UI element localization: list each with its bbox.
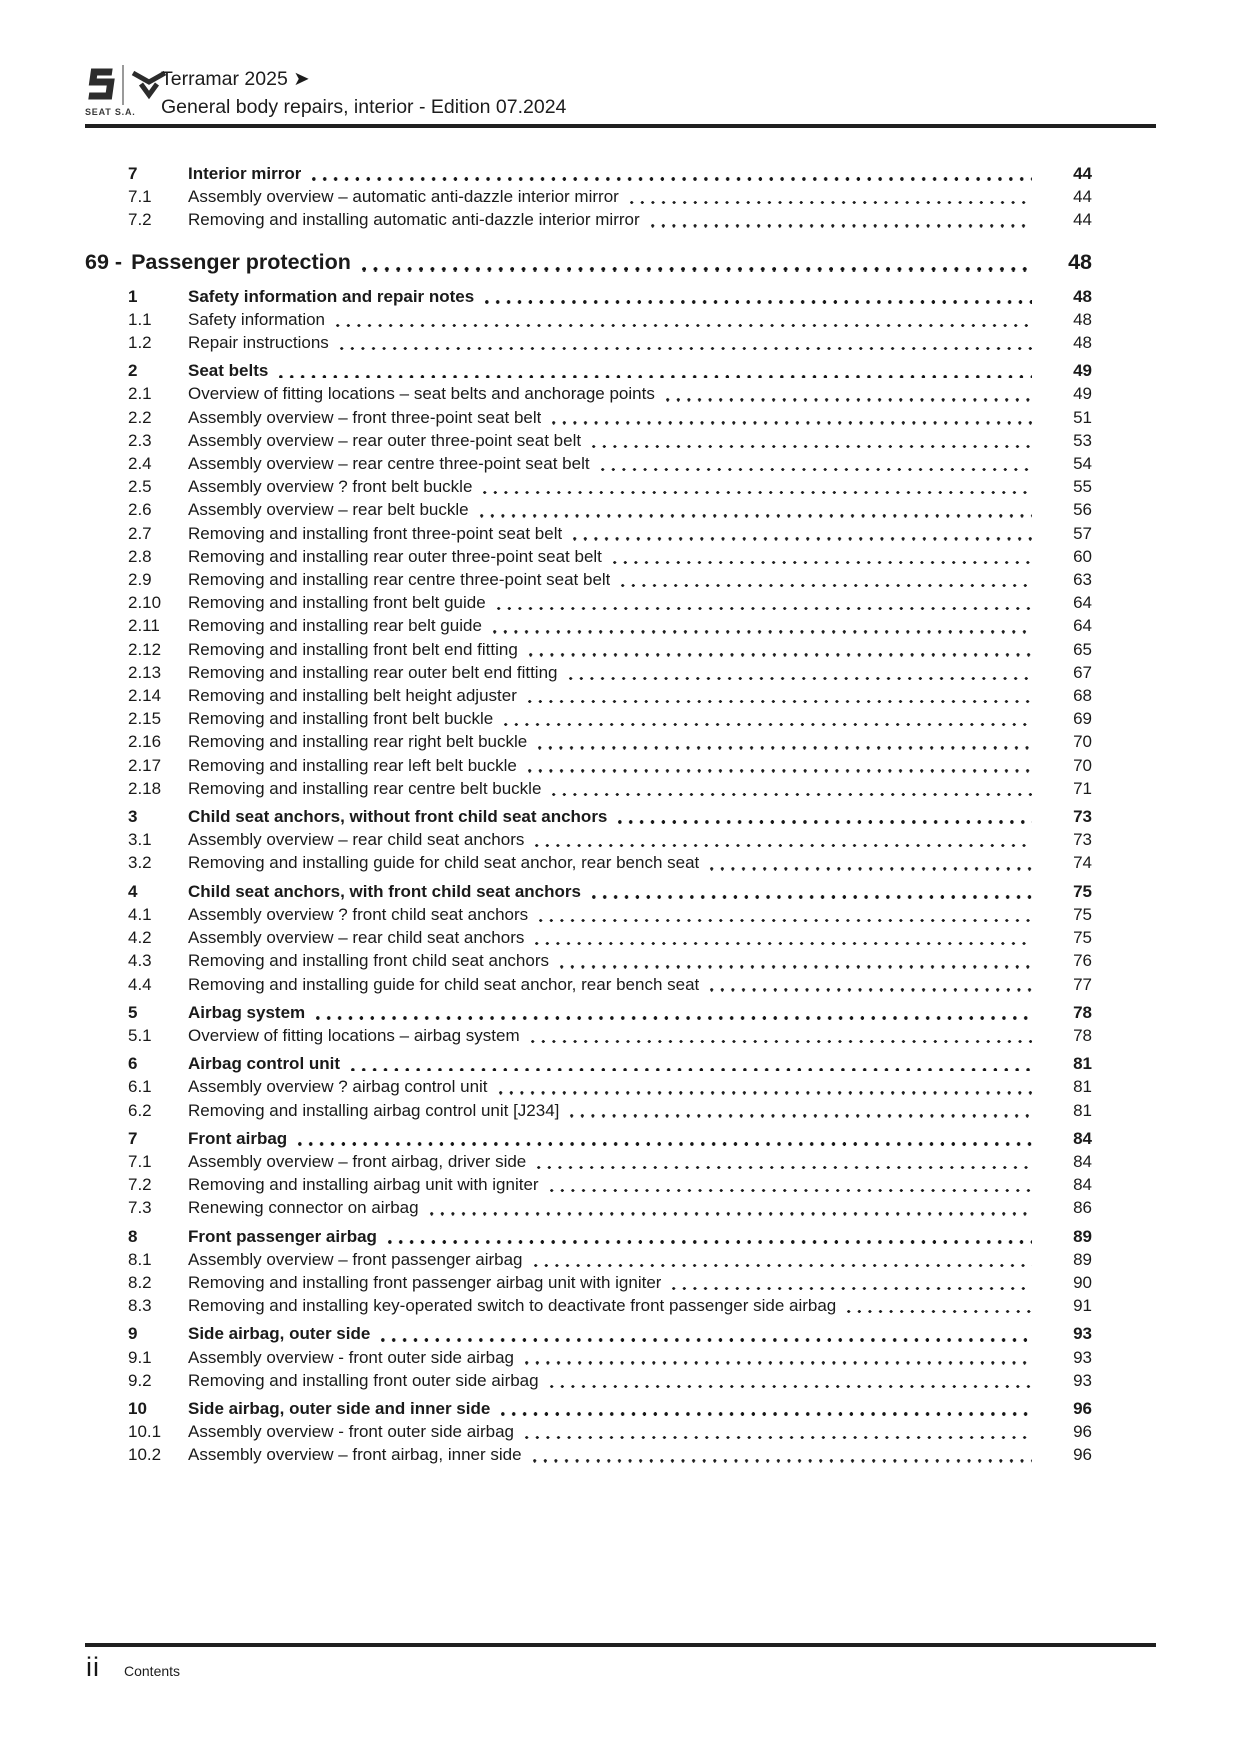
dot-leader — [533, 1459, 1032, 1462]
dot-leader — [279, 375, 1032, 379]
toc-entry-title: Removing and installing guide for child seat anchor, rear bench seat — [188, 853, 700, 873]
toc-entry — [85, 903, 1092, 926]
dot-leader — [573, 537, 1032, 540]
toc-entry-title: Assembly overview – rear child seat anchors — [188, 830, 525, 850]
toc-entry-title: Passenger protection — [131, 249, 351, 274]
toc-entry-number: 3.1 — [128, 830, 152, 850]
toc-entry-title: Removing and installing rear centre three-point seat belt — [188, 570, 611, 590]
toc-entry-number: 8.1 — [128, 1249, 152, 1269]
toc-entry — [85, 1001, 1092, 1024]
dot-leader — [847, 1310, 1032, 1313]
toc-entry — [85, 1075, 1092, 1098]
toc-entry-page: 44 — [1073, 164, 1092, 183]
toc-entry-title: Assembly overview – rear child seat anchors — [188, 928, 525, 948]
toc-entry-number: 2 — [128, 361, 138, 381]
toc-entry-number: 10 — [128, 1398, 147, 1418]
dot-leader — [499, 1091, 1032, 1094]
dot-leader — [538, 746, 1032, 749]
toc-entry — [85, 926, 1092, 949]
toc-entry-page: 44 — [1073, 187, 1092, 207]
toc-entry-number: 2.8 — [128, 546, 152, 566]
toc-entry-number: 7.2 — [128, 210, 152, 230]
toc-entry-page: 86 — [1073, 1198, 1092, 1218]
toc-entry-title: Removing and installing front belt end fitting — [188, 639, 518, 659]
toc-entry-number: 2.11 — [128, 616, 160, 636]
toc-entry-title: Removing and installing airbag unit with igniter — [188, 1175, 539, 1195]
company-name: SEAT S.A. — [85, 107, 136, 117]
toc-entry-number: 4.2 — [128, 928, 152, 948]
toc-entry-title: Removing and installing front belt buckle — [188, 709, 494, 729]
toc-entry-page: 84 — [1073, 1128, 1092, 1148]
dot-leader — [601, 468, 1032, 471]
dot-leader — [531, 1040, 1032, 1043]
toc-entry — [85, 1294, 1092, 1317]
toc-entry-page: 56 — [1073, 500, 1092, 520]
dot-leader — [552, 421, 1032, 424]
toc-entry — [85, 1248, 1092, 1271]
dot-leader — [316, 1016, 1032, 1020]
toc-entry — [85, 162, 1092, 185]
toc-entry-number: 6.1 — [128, 1077, 152, 1097]
toc-entry-title: Safety information and repair notes — [188, 286, 475, 306]
toc-entry-page: 81 — [1073, 1077, 1092, 1097]
toc-entry-title: Removing and installing front child seat anchors — [188, 951, 549, 971]
table-of-contents — [85, 157, 1092, 1467]
toc-entry-title: Removing and installing rear centre belt buckle — [188, 778, 542, 798]
toc-entry-page: 84 — [1073, 1175, 1092, 1195]
dot-leader — [535, 942, 1032, 945]
toc-entry-number: 2.9 — [128, 570, 152, 590]
toc-entry — [85, 851, 1092, 874]
toc-entry — [85, 185, 1092, 208]
toc-entry-page: 96 — [1073, 1445, 1092, 1465]
toc-entry — [85, 1322, 1092, 1345]
toc-entry — [85, 406, 1092, 429]
toc-entry — [85, 359, 1092, 382]
toc-entry-title: Child seat anchors, without front child seat anchors — [188, 807, 608, 827]
toc-entry-number: 9.2 — [128, 1370, 152, 1390]
footer-rule — [85, 1643, 1156, 1647]
toc-entry-number: 7.2 — [128, 1175, 152, 1195]
toc-entry-title: Removing and installing front passenger airbag unit with igniter — [188, 1272, 662, 1292]
toc-entry-number: 2.2 — [128, 407, 152, 427]
toc-entry-page: 54 — [1073, 454, 1092, 474]
toc-entry-number: 2.6 — [128, 500, 152, 520]
toc-entry-page: 75 — [1073, 904, 1092, 924]
toc-entry-number: 6 — [128, 1054, 138, 1074]
toc-entry — [85, 1397, 1092, 1420]
toc-entry-page: 93 — [1073, 1370, 1092, 1390]
dot-leader — [497, 607, 1032, 610]
dot-leader — [381, 1338, 1032, 1342]
dot-leader — [485, 300, 1032, 304]
toc-entry-page: 93 — [1073, 1347, 1092, 1367]
logo-divider — [122, 65, 124, 105]
toc-entry-title: Assembly overview ? front child seat anchors — [188, 904, 529, 924]
dot-leader — [525, 1361, 1032, 1364]
toc-entry — [85, 452, 1092, 475]
toc-entry-page: 53 — [1073, 430, 1092, 450]
toc-entry — [85, 707, 1092, 730]
toc-entry — [85, 248, 1092, 277]
dot-leader — [651, 224, 1032, 227]
dot-leader — [552, 793, 1032, 796]
toc-entry-page: 64 — [1073, 616, 1092, 636]
toc-entry-page: 48 — [1073, 286, 1092, 306]
toc-entry-title: Assembly overview – rear belt buckle — [188, 500, 469, 520]
dot-leader — [336, 324, 1032, 327]
toc-entry-page: 69 — [1073, 709, 1092, 729]
toc-entry-title: Removing and installing automatic anti-dazzle interior mirror — [188, 210, 640, 230]
toc-entry — [85, 1052, 1092, 1075]
dot-leader — [666, 398, 1032, 401]
toc-entry-title: Removing and installing front belt guide — [188, 593, 486, 613]
toc-entry — [85, 777, 1092, 800]
toc-entry-page: 75 — [1073, 928, 1092, 948]
dot-leader — [710, 988, 1032, 991]
toc-entry-number: 3 — [128, 807, 138, 827]
toc-entry-number: 1.2 — [128, 333, 152, 353]
toc-entry-page: 68 — [1073, 686, 1092, 706]
toc-entry-page: 51 — [1073, 407, 1092, 427]
toc-entry-number: 2.14 — [128, 686, 162, 706]
toc-entry-number: 7 — [128, 1128, 138, 1148]
toc-entry-title: Seat belts — [188, 361, 269, 381]
dot-leader — [672, 1287, 1032, 1290]
model-title: Terramar 2025 ➤ — [161, 68, 310, 90]
dot-leader — [351, 1068, 1032, 1072]
toc-entry-number: 1.1 — [128, 309, 152, 329]
toc-entry-title: Assembly overview ? front belt buckle — [188, 477, 473, 497]
dot-leader — [569, 677, 1033, 680]
toc-entry-page: 70 — [1073, 732, 1092, 752]
brand-logos — [85, 64, 167, 106]
toc-entry-title: Front airbag — [188, 1128, 288, 1148]
toc-entry-page: 44 — [1073, 210, 1092, 230]
toc-entry — [85, 880, 1092, 903]
footer — [86, 1652, 180, 1683]
toc-entry-number: 5.1 — [128, 1025, 152, 1045]
dot-leader — [528, 700, 1032, 703]
toc-entry-page: 67 — [1073, 662, 1092, 682]
dot-leader — [298, 1142, 1032, 1146]
dot-leader — [388, 1240, 1032, 1244]
toc-entry-page: 90 — [1073, 1272, 1092, 1292]
toc-entry-number: 1 — [128, 286, 138, 306]
toc-entry-number: 2.18 — [128, 778, 162, 798]
dot-leader — [613, 561, 1032, 564]
toc-entry — [85, 973, 1092, 996]
toc-entry-page: 57 — [1073, 523, 1092, 543]
toc-entry-title: Assembly overview - front outer side airbag — [188, 1422, 514, 1442]
dot-leader — [534, 1264, 1033, 1267]
toc-entry — [85, 614, 1092, 637]
toc-entry-title: Overview of fitting locations – airbag system — [188, 1025, 520, 1045]
toc-entry-page: 77 — [1073, 974, 1092, 994]
toc-entry — [85, 1024, 1092, 1047]
toc-entry-page: 75 — [1073, 881, 1092, 901]
toc-entry-title: Assembly overview – rear outer three-point seat belt — [188, 430, 582, 450]
toc-entry-title: Assembly overview – rear centre three-point seat belt — [188, 454, 590, 474]
toc-entry-page: 70 — [1073, 755, 1092, 775]
toc-entry-title: Airbag control unit — [188, 1054, 341, 1074]
toc-entry — [85, 754, 1092, 777]
toc-entry-number: 3.2 — [128, 853, 152, 873]
dot-leader — [539, 919, 1032, 922]
toc-entry-title: Assembly overview – automatic anti-dazzle interior mirror — [188, 187, 619, 207]
toc-entry-title: Interior mirror — [188, 164, 302, 183]
toc-entry-page: 63 — [1073, 570, 1092, 590]
footer-section-label: Contents — [124, 1663, 181, 1679]
toc-entry — [85, 545, 1092, 568]
toc-entry-number: 7.3 — [128, 1198, 152, 1218]
toc-entry — [85, 308, 1092, 331]
dot-leader — [570, 1114, 1032, 1117]
toc-entry-title: Removing and installing front outer side airbag — [188, 1370, 539, 1390]
dot-leader — [430, 1212, 1032, 1215]
toc-entry-title: Removing and installing belt height adjuster — [188, 686, 517, 706]
toc-entry — [85, 684, 1092, 707]
toc-entry-title: Front passenger airbag — [188, 1226, 377, 1246]
toc-entry-number: 8.3 — [128, 1296, 152, 1316]
toc-entry-title: Removing and installing rear right belt buckle — [188, 732, 528, 752]
dot-leader — [340, 347, 1032, 350]
toc-entry-page: 74 — [1073, 853, 1092, 873]
toc-entry-page: 96 — [1073, 1422, 1092, 1442]
toc-entry-page: 64 — [1073, 593, 1092, 613]
footer-page-number: ii — [86, 1652, 100, 1682]
toc-entry-page: 93 — [1073, 1324, 1092, 1344]
toc-entry-number: 4 — [128, 881, 138, 901]
toc-entry-title: Assembly overview – front passenger airbag — [188, 1249, 523, 1269]
toc-entry-page: 48 — [1073, 309, 1092, 329]
toc-entry-number: 8.2 — [128, 1272, 152, 1292]
toc-entry — [85, 638, 1092, 661]
toc-entry — [85, 1346, 1092, 1369]
toc-entry-number: 10.2 — [128, 1445, 162, 1465]
toc-entry — [85, 208, 1092, 231]
dot-leader — [621, 584, 1032, 587]
toc-entry-page: 48 — [1068, 249, 1092, 274]
toc-entry-title: Repair instructions — [188, 333, 329, 353]
toc-entry-number: 7 — [128, 164, 138, 183]
toc-entry-number: 2.15 — [128, 709, 162, 729]
dot-leader — [550, 1385, 1032, 1388]
toc-entry-number: 2.3 — [128, 430, 152, 450]
toc-entry — [85, 382, 1092, 405]
toc-entry-number: 8 — [128, 1226, 138, 1246]
toc-entry-page: 49 — [1073, 384, 1092, 404]
toc-entry-number: 7.1 — [128, 1151, 152, 1171]
toc-entry-title: Removing and installing rear outer belt end fitting — [188, 662, 558, 682]
toc-entry-page: 78 — [1073, 1002, 1092, 1022]
toc-entry — [85, 730, 1092, 753]
toc-entry-number: 2.12 — [128, 639, 162, 659]
toc-entry-title: Removing and installing key-operated switch to deactivate front passenger side airbag — [188, 1296, 837, 1316]
toc-entry — [85, 828, 1092, 851]
toc-entry-title: Airbag system — [188, 1002, 306, 1022]
toc-entry-number: 4.1 — [128, 904, 152, 924]
toc-entry — [85, 568, 1092, 591]
toc-entry-title: Side airbag, outer side and inner side — [188, 1398, 491, 1418]
toc-entry — [85, 1099, 1092, 1122]
toc-entry-title: Safety information — [188, 309, 326, 329]
toc-entry-title: Removing and installing airbag control unit [J234] — [188, 1100, 560, 1120]
toc-entry-page: 65 — [1073, 639, 1092, 659]
header-rule — [85, 124, 1156, 128]
toc-entry-number: 69 - — [85, 249, 123, 274]
toc-entry-page: 73 — [1073, 807, 1092, 827]
toc-entry-page: 48 — [1073, 333, 1092, 353]
toc-entry-number: 2.16 — [128, 732, 162, 752]
toc-entry — [85, 591, 1092, 614]
toc-entry-page: 55 — [1073, 477, 1092, 497]
toc-entry — [85, 475, 1092, 498]
toc-entry-page: 49 — [1073, 361, 1092, 381]
seat-s-logo-icon — [85, 66, 115, 104]
toc-entry-page: 71 — [1073, 778, 1092, 798]
toc-entry — [85, 498, 1092, 521]
dot-leader — [493, 630, 1032, 633]
toc-entry-page: 84 — [1073, 1151, 1092, 1171]
dot-leader — [618, 820, 1032, 824]
toc-entry-page: 60 — [1073, 546, 1092, 566]
toc-entry — [85, 1127, 1092, 1150]
toc-entry-title: Child seat anchors, with front child seat anchors — [188, 881, 581, 901]
toc-entry-page: 73 — [1073, 830, 1092, 850]
toc-entry-title: Overview of fitting locations – seat belts and anchorage points — [188, 384, 655, 404]
toc-entry-page: 96 — [1073, 1398, 1092, 1418]
dot-leader — [528, 769, 1032, 772]
toc-entry — [85, 1173, 1092, 1196]
toc-entry-title: Assembly overview – front three-point seat belt — [188, 407, 542, 427]
toc-entry — [85, 949, 1092, 972]
dot-leader — [537, 1166, 1032, 1169]
toc-entry-title: Renewing connector on airbag — [188, 1198, 419, 1218]
toc-entry — [85, 661, 1092, 684]
toc-entry-title: Assembly overview – front airbag, inner side — [188, 1445, 522, 1465]
toc-entry-number: 2.5 — [128, 477, 152, 497]
dot-leader — [560, 965, 1032, 968]
toc-entry-number: 2.17 — [128, 755, 162, 775]
toc-entry — [85, 1196, 1092, 1219]
dot-leader — [525, 1436, 1032, 1439]
toc-entry-number: 2.1 — [128, 384, 152, 404]
toc-entry-page: 78 — [1073, 1025, 1092, 1045]
dot-leader — [480, 514, 1032, 517]
dot-leader — [550, 1189, 1032, 1192]
toc-entry-page: 89 — [1073, 1249, 1092, 1269]
toc-entry — [85, 1150, 1092, 1173]
dot-leader — [504, 723, 1032, 726]
toc-entry — [85, 1225, 1092, 1248]
toc-entry-page: 89 — [1073, 1226, 1092, 1246]
dot-leader — [312, 177, 1032, 181]
dot-leader — [710, 867, 1032, 870]
dot-leader — [630, 201, 1032, 204]
toc-entry-title: Removing and installing guide for child seat anchor, rear bench seat — [188, 974, 700, 994]
toc-entry-number: 9 — [128, 1324, 138, 1344]
toc-entry — [85, 331, 1092, 354]
toc-entry-number: 2.7 — [128, 523, 152, 543]
toc-entry-title: Assembly overview ? airbag control unit — [188, 1077, 488, 1097]
toc-entry-number: 7.1 — [128, 187, 152, 207]
toc-entry-title: Assembly overview - front outer side airbag — [188, 1347, 514, 1367]
header-titles — [161, 66, 566, 121]
toc-entry-number: 4.3 — [128, 951, 152, 971]
toc-entry-number: 4.4 — [128, 974, 152, 994]
document-title: General body repairs, interior - Edition 07.2024 — [161, 95, 567, 118]
toc-entry-page: 91 — [1073, 1296, 1092, 1316]
dot-leader — [362, 267, 1028, 271]
toc-entry-number: 2.4 — [128, 454, 152, 474]
toc-entry — [85, 1443, 1092, 1466]
toc-entry — [85, 1369, 1092, 1392]
dot-leader — [501, 1412, 1032, 1416]
toc-entry — [85, 285, 1092, 308]
toc-entry — [85, 1420, 1092, 1443]
toc-entry — [85, 805, 1092, 828]
toc-entry-page: 76 — [1073, 951, 1092, 971]
toc-entry — [85, 429, 1092, 452]
toc-entry-page: 81 — [1073, 1054, 1092, 1074]
toc-entry-page: 81 — [1073, 1100, 1092, 1120]
dot-leader — [483, 491, 1032, 494]
toc-entry-number: 5 — [128, 1002, 138, 1022]
toc-entry — [85, 522, 1092, 545]
toc-entry-number: 9.1 — [128, 1347, 152, 1367]
toc-entry-title: Removing and installing front three-point seat belt — [188, 523, 563, 543]
toc-entry-title: Removing and installing rear outer three-point seat belt — [188, 546, 602, 566]
toc-entry-title: Assembly overview – front airbag, driver side — [188, 1151, 527, 1171]
dot-leader — [592, 895, 1032, 899]
toc-entry-title: Removing and installing rear left belt buckle — [188, 755, 517, 775]
brand-block — [85, 64, 167, 117]
toc-entry-title: Side airbag, outer side — [188, 1324, 371, 1344]
dot-leader — [535, 844, 1032, 847]
dot-leader — [592, 445, 1032, 448]
toc-entry-number: 2.13 — [128, 662, 162, 682]
dot-leader — [529, 653, 1032, 656]
toc-entry-number: 6.2 — [128, 1100, 152, 1120]
toc-entry-title: Removing and installing rear belt guide — [188, 616, 482, 636]
toc-entry-number: 2.10 — [128, 593, 162, 613]
toc-entry-number: 10.1 — [128, 1422, 162, 1442]
toc-entry — [85, 1271, 1092, 1294]
